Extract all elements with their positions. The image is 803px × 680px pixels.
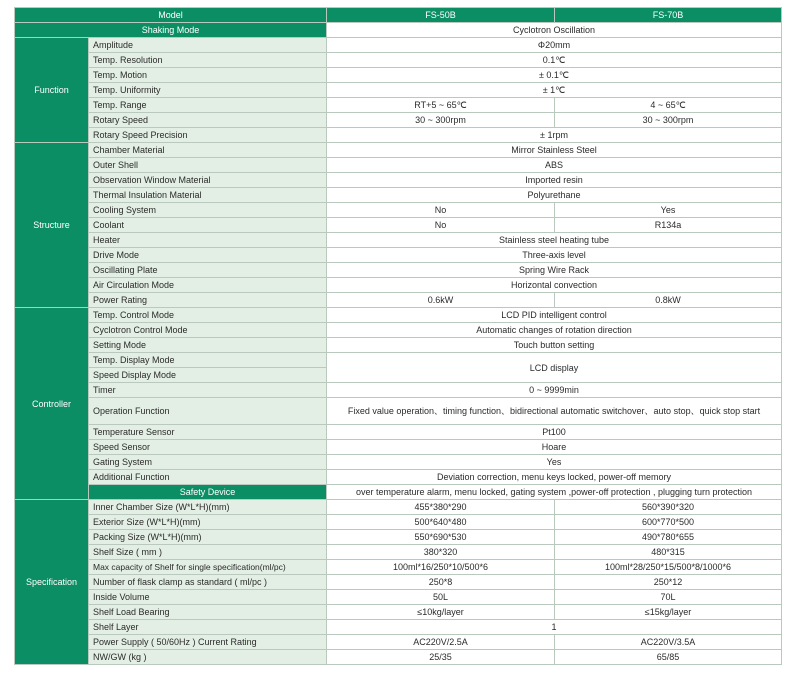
row-label: Shelf Size ( mm ) [89, 545, 327, 560]
row-value-fs50b: 380*320 [327, 545, 555, 560]
row-value: 0 ~ 9999min [327, 383, 782, 398]
table-row [15, 278, 782, 293]
model-fs70b: FS-70B [555, 8, 782, 23]
row-value: Polyurethane [327, 188, 782, 203]
row-label: Speed Sensor [89, 440, 327, 455]
row-value: 1 [327, 620, 782, 635]
table-row [15, 308, 782, 323]
row-value-fs50b: ≤10kg/layer [327, 605, 555, 620]
table-row [15, 470, 782, 485]
row-value: ± 1℃ [327, 83, 782, 98]
row-value: Yes [327, 455, 782, 470]
row-value-fs70b: 0.8kW [555, 293, 782, 308]
table-row [15, 218, 782, 233]
row-label: Inside Volume [89, 590, 327, 605]
table-row [15, 620, 782, 635]
row-label: Power Supply ( 50/60Hz ) Current Rating [89, 635, 327, 650]
shaking-mode-label: Shaking Mode [15, 23, 327, 38]
row-value-fs70b: 600*770*500 [555, 515, 782, 530]
table-row [15, 425, 782, 440]
row-label: Inner Chamber Size (W*L*H)(mm) [89, 500, 327, 515]
row-value-fs50b: RT+5 ~ 65℃ [327, 98, 555, 113]
row-value-fs70b: 65/85 [555, 650, 782, 665]
section-function: Function [15, 38, 89, 143]
row-value-fs70b: 250*12 [555, 575, 782, 590]
row-value: ABS [327, 158, 782, 173]
row-label: NW/GW (kg ) [89, 650, 327, 665]
row-label: Packing Size (W*L*H)(mm) [89, 530, 327, 545]
row-value: LCD display [327, 353, 782, 383]
row-label: Temp. Range [89, 98, 327, 113]
row-label: Heater [89, 233, 327, 248]
row-value-fs70b: AC220V/3.5A [555, 635, 782, 650]
table-row [15, 248, 782, 263]
table-row [15, 83, 782, 98]
table-row [15, 143, 782, 158]
spec-table [14, 7, 782, 665]
table-row [15, 560, 782, 575]
row-value-fs50b: No [327, 203, 555, 218]
row-value-fs50b: 500*640*480 [327, 515, 555, 530]
row-value: Three-axis level [327, 248, 782, 263]
row-label: Additional Function [89, 470, 327, 485]
section-controller: Controller [15, 308, 89, 500]
section-specification: Specification [15, 500, 89, 665]
row-value-fs50b: AC220V/2.5A [327, 635, 555, 650]
table-row [15, 605, 782, 620]
table-row [15, 203, 782, 218]
row-value-fs70b: 100ml*28/250*15/500*8/1000*6 [555, 560, 782, 575]
table-row [15, 233, 782, 248]
row-value-fs50b: 0.6kW [327, 293, 555, 308]
row-value: Mirror Stainless Steel [327, 143, 782, 158]
row-value: Horizontal convection [327, 278, 782, 293]
table-row [15, 650, 782, 665]
row-label: Max capacity of Shelf for single specification(ml/pc) [89, 560, 327, 575]
row-value: Φ20mm [327, 38, 782, 53]
row-value-fs70b: 560*390*320 [555, 500, 782, 515]
row-label: Temp. Resolution [89, 53, 327, 68]
row-value: 0.1℃ [327, 53, 782, 68]
table-row [15, 590, 782, 605]
table-row [15, 515, 782, 530]
row-value-fs50b: 25/35 [327, 650, 555, 665]
row-label: Number of flask clamp as standard ( ml/pc ) [89, 575, 327, 590]
row-value-fs70b: 4 ~ 65℃ [555, 98, 782, 113]
table-row [15, 398, 782, 425]
table-row [15, 128, 782, 143]
table-row [15, 440, 782, 455]
shaking-mode-value: Cyclotron Oscillation [327, 23, 782, 38]
table-row [15, 485, 782, 500]
row-label: Setting Mode [89, 338, 327, 353]
safety-device-value: over temperature alarm, menu locked, gating system ,power-off protection , plugging turn protection [327, 485, 782, 500]
row-label: Speed Display Mode [89, 368, 327, 383]
row-label: Shelf Load Bearing [89, 605, 327, 620]
table-row [15, 263, 782, 278]
row-label: Observation Window Material [89, 173, 327, 188]
table-row [15, 98, 782, 113]
row-label: Outer Shell [89, 158, 327, 173]
row-label: Shelf Layer [89, 620, 327, 635]
row-label: Oscillating Plate [89, 263, 327, 278]
row-label: Temp. Control Mode [89, 308, 327, 323]
row-label: Timer [89, 383, 327, 398]
row-label: Temperature Sensor [89, 425, 327, 440]
row-value: LCD PID intelligent control [327, 308, 782, 323]
row-value: Automatic changes of rotation direction [327, 323, 782, 338]
row-label: Rotary Speed [89, 113, 327, 128]
row-label: Drive Mode [89, 248, 327, 263]
row-label: Temp. Display Mode [89, 353, 327, 368]
row-value: Pt100 [327, 425, 782, 440]
row-label: Gating System [89, 455, 327, 470]
row-label: Rotary Speed Precision [89, 128, 327, 143]
row-label: Amplitude [89, 38, 327, 53]
row-value-fs50b: 550*690*530 [327, 530, 555, 545]
table-row [15, 635, 782, 650]
row-value: Stainless steel heating tube [327, 233, 782, 248]
table-row [15, 530, 782, 545]
model-fs50b: FS-50B [327, 8, 555, 23]
row-value-fs50b: 50L [327, 590, 555, 605]
row-label: Coolant [89, 218, 327, 233]
row-value-fs70b: 70L [555, 590, 782, 605]
row-value: Fixed value operation、timing function、bidirectional automatic switchover、auto stop、quick stop start [327, 398, 782, 425]
row-value-fs50b: 250*8 [327, 575, 555, 590]
row-value: Hoare [327, 440, 782, 455]
row-value-fs70b: 480*315 [555, 545, 782, 560]
row-value: Spring Wire Rack [327, 263, 782, 278]
row-label: Temp. Motion [89, 68, 327, 83]
row-label: Air Circulation Mode [89, 278, 327, 293]
table-row [15, 293, 782, 308]
table-row [15, 158, 782, 173]
row-value: Imported resin [327, 173, 782, 188]
safety-device-label: Safety Device [89, 485, 327, 500]
row-value-fs70b: Yes [555, 203, 782, 218]
row-value-fs50b: 100ml*16/250*10/500*6 [327, 560, 555, 575]
row-label: Cyclotron Control Mode [89, 323, 327, 338]
table-row [15, 500, 782, 515]
table-row [15, 38, 782, 53]
table-row [15, 173, 782, 188]
row-value: Deviation correction, menu keys locked, power-off memory [327, 470, 782, 485]
table-row [15, 353, 782, 368]
row-label: Operation Function [89, 398, 327, 425]
row-label: Thermal Insulation Material [89, 188, 327, 203]
table-row [15, 113, 782, 128]
table-row [15, 53, 782, 68]
row-label: Chamber Material [89, 143, 327, 158]
row-value-fs70b: R134a [555, 218, 782, 233]
row-label: Temp. Uniformity [89, 83, 327, 98]
row-label: Exterior Size (W*L*H)(mm) [89, 515, 327, 530]
header-row [15, 8, 782, 23]
table-row [15, 383, 782, 398]
model-label: Model [15, 8, 327, 23]
row-value: ± 0.1℃ [327, 68, 782, 83]
table-row [15, 338, 782, 353]
row-value-fs50b: 455*380*290 [327, 500, 555, 515]
row-label: Cooling System [89, 203, 327, 218]
table-row [15, 23, 782, 38]
row-value-fs70b: ≤15kg/layer [555, 605, 782, 620]
section-structure: Structure [15, 143, 89, 308]
table-row [15, 323, 782, 338]
row-value-fs70b: 30 ~ 300rpm [555, 113, 782, 128]
table-row [15, 545, 782, 560]
row-label: Power Rating [89, 293, 327, 308]
row-value: ± 1rpm [327, 128, 782, 143]
row-value-fs50b: 30 ~ 300rpm [327, 113, 555, 128]
table-row [15, 455, 782, 470]
table-row [15, 68, 782, 83]
row-value-fs50b: No [327, 218, 555, 233]
table-row [15, 188, 782, 203]
row-value: Touch button setting [327, 338, 782, 353]
row-value-fs70b: 490*780*655 [555, 530, 782, 545]
table-row [15, 575, 782, 590]
